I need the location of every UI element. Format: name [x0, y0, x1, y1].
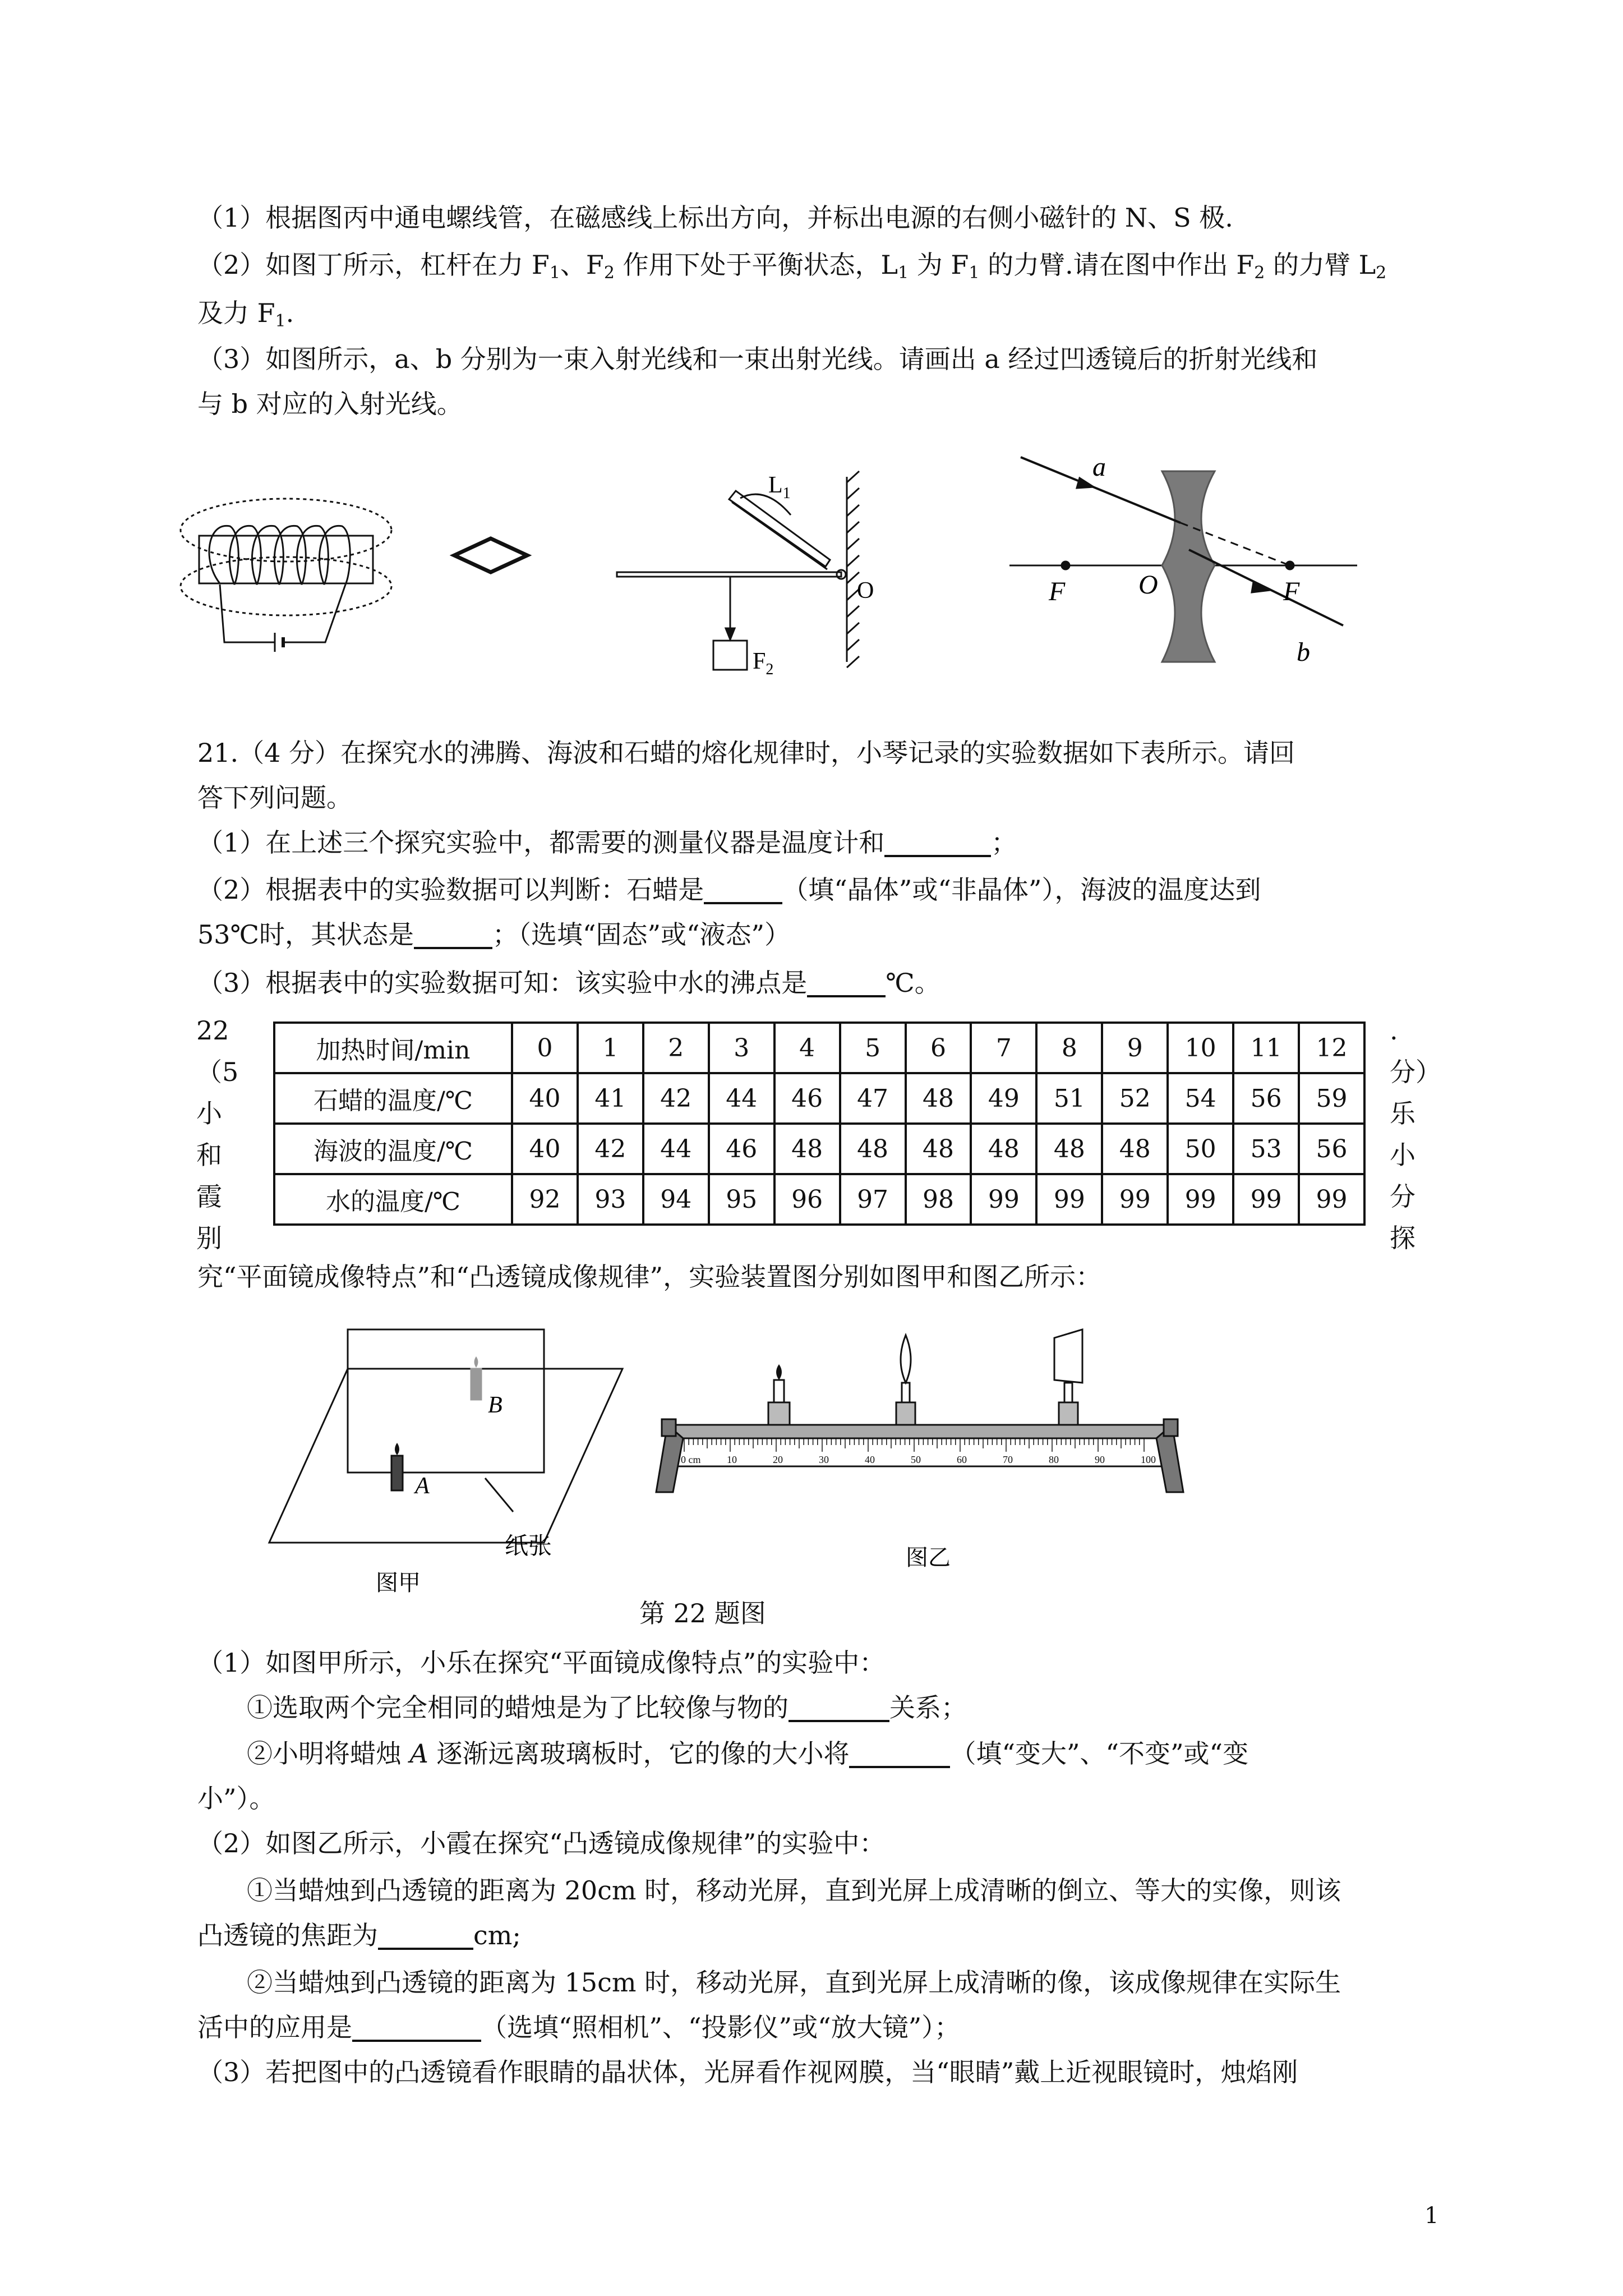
q22-part1-1: ①选取两个完全相同的蜡烛是为了比较像与物的 关系；	[247, 1692, 967, 1723]
table-cell: 47	[840, 1073, 906, 1124]
svg-text:O: O	[1138, 570, 1158, 600]
q21-sub2-line2: 53℃时，其状态是 ；（选填“固态”或“液态”）	[197, 919, 791, 950]
margin-char: 小	[196, 1098, 222, 1129]
answer-blank[interactable]	[884, 827, 991, 857]
margin-char: 分）	[1390, 1057, 1441, 1087]
q22-part1: （1）如图甲所示，小乐在探究“平面镜成像特点”的实验中：	[197, 1648, 886, 1678]
q21-sub3: （3）根据表中的实验数据可知：该实验中水的沸点是 ℃。	[197, 968, 940, 998]
q21-sub1: （1）在上述三个探究实验中，都需要的测量仪器是温度计和 ；	[197, 827, 1017, 858]
experiment-data-table	[273, 1022, 1366, 1226]
table-row	[274, 1073, 1364, 1124]
q21-stem-line2: 答下列问题。	[197, 783, 352, 813]
q20-part2-line2: 及力 $F_1$.	[197, 298, 294, 331]
answer-blank[interactable]	[378, 1920, 473, 1950]
table-cell: 99	[971, 1174, 1036, 1225]
scale-label: 60	[957, 1454, 967, 1465]
svg-text:图乙: 图乙	[906, 1545, 951, 1570]
optical-bench-figure	[651, 1313, 1200, 1582]
svg-text:a: a	[1092, 452, 1106, 482]
scale-label: 50	[911, 1454, 921, 1465]
table-cell: 0	[512, 1023, 578, 1073]
margin-char: 别	[196, 1223, 222, 1253]
table-cell: 8	[1036, 1023, 1102, 1073]
q22-part2: （2）如图乙所示，小霞在探究“凸透镜成像规律”的实验中：	[197, 1828, 886, 1858]
table-cell: 48	[774, 1124, 840, 1174]
answer-blank[interactable]	[704, 874, 782, 904]
margin-char: 分	[1390, 1181, 1415, 1212]
margin-char: 22	[196, 1015, 229, 1046]
q22-part2-2-cont: 活中的应用是 （选填“照相机”、“投影仪”或“放大镜”）；	[197, 2012, 961, 2042]
table-cell: 54	[1168, 1073, 1233, 1124]
svg-text:F: F	[1049, 577, 1066, 606]
lever-pivot-label: O	[857, 578, 874, 604]
table-cell: 95	[709, 1174, 774, 1225]
margin-char: 小	[1390, 1140, 1415, 1170]
margin-char: 乐	[1390, 1098, 1415, 1129]
svg-text:A: A	[415, 1473, 430, 1499]
table-row	[274, 1174, 1364, 1225]
table-cell: 93	[578, 1174, 643, 1225]
table-cell: 9	[1102, 1023, 1168, 1073]
answer-blank[interactable]	[414, 919, 492, 949]
table-cell: 40	[512, 1073, 578, 1124]
margin-char: 和	[196, 1140, 222, 1170]
row-header: 水的温度/℃	[274, 1174, 512, 1225]
scale-label: 70	[1003, 1454, 1013, 1465]
scale-label: 10	[727, 1454, 737, 1465]
q22-part2-1-cont: 凸透镜的焦距为 cm;	[197, 1920, 521, 1950]
table-cell: 53	[1233, 1124, 1299, 1174]
q20-part2-line1: （2）如图丁所示，杠杆在力 $F_1$、$F_2$ 作用下处于平衡状态，$L_1$ 为 $F_1$ 的力臂.请在图中作出 $F_2$ 的力臂 $L_2$	[197, 250, 1387, 283]
q21-stem-line1: 21.（4 分）在探究水的沸腾、海波和石蜡的熔化规律时，小琴记录的实验数据如下表所示。请回	[197, 738, 1295, 768]
table-cell: 52	[1102, 1073, 1168, 1124]
svg-text:F2: $F_2$	[753, 648, 774, 678]
table-cell: 99	[1233, 1174, 1299, 1225]
q22-right-margin-text	[1390, 1010, 1441, 1259]
table-cell: 99	[1168, 1174, 1233, 1225]
svg-text:纸张: 纸张	[505, 1534, 552, 1559]
margin-char: 霞	[196, 1181, 222, 1212]
table-cell: 7	[971, 1023, 1036, 1073]
q22-part1-2: ②小明将蜡烛 A 逐渐远离玻璃板时，它的像的大小将 （填“变大”、“不变”或“变	[247, 1738, 1249, 1769]
table-cell: 6	[906, 1023, 971, 1073]
svg-text:图甲: 图甲	[376, 1570, 421, 1595]
q22-stem: 究“平面镜成像特点”和“凸透镜成像规律”，实验装置图分别如图甲和图乙所示：	[197, 1262, 1102, 1292]
table-cell: 1	[578, 1023, 643, 1073]
table-row	[274, 1023, 1364, 1073]
q21-sub2-line1: （2）根据表中的实验数据可以判断：石蜡是 （填“晶体”或“非晶体”），海波的温度达到	[197, 875, 1261, 905]
table-cell: 48	[1102, 1124, 1168, 1174]
margin-char: 探	[1390, 1223, 1415, 1253]
q22-part2-1: ①当蜡烛到凸透镜的距离为 20cm 时，移动光屏，直到光屏上成清晰的倒立、等大的实像，则该	[247, 1875, 1341, 1906]
scale-label: 90	[1095, 1454, 1105, 1465]
scale-label: 20	[773, 1454, 783, 1465]
page-number: 1	[1424, 2203, 1439, 2229]
scale-label: 30	[819, 1454, 829, 1465]
table-cell: 44	[709, 1073, 774, 1124]
table-cell: 41	[578, 1073, 643, 1124]
table-cell: 42	[578, 1124, 643, 1174]
scale-label: 0 cm	[681, 1454, 701, 1465]
row-header: 石蜡的温度/℃	[274, 1073, 512, 1124]
q22-part3: （3）若把图中的凸透镜看作眼睛的晶状体，光屏看作视网膜，当“眼睛”戴上近视眼镜时，烛焰刚	[197, 2057, 1298, 2087]
table-cell: 56	[1233, 1073, 1299, 1124]
table-cell: 48	[971, 1124, 1036, 1174]
table-cell: 11	[1233, 1023, 1299, 1073]
answer-blank[interactable]	[789, 1692, 889, 1722]
table-cell: 48	[906, 1073, 971, 1124]
answer-blank[interactable]	[807, 967, 886, 997]
table-cell: 99	[1299, 1174, 1364, 1225]
q20-part3-line1: （3）如图所示，a、b 分别为一束入射光线和一束出射光线。请画出 a 经过凹透镜后的折射光线和	[197, 344, 1318, 374]
scale-label: 40	[865, 1454, 875, 1465]
q20-part1: （1）根据图丙中通电螺线管，在磁感线上标出方向，并标出电源的右侧小磁针的 N、S 极.	[197, 203, 1233, 233]
table-cell: 46	[774, 1073, 840, 1124]
svg-text:B: B	[488, 1392, 502, 1418]
table-cell: 48	[1036, 1124, 1102, 1174]
table-cell: 92	[512, 1174, 578, 1225]
table-cell: 5	[840, 1023, 906, 1073]
scale-label: 100	[1141, 1454, 1156, 1465]
row-header: 加热时间/min	[274, 1023, 512, 1073]
table-cell: 97	[840, 1174, 906, 1225]
table-cell: 46	[709, 1124, 774, 1174]
table-cell: 2	[643, 1023, 709, 1073]
answer-blank[interactable]	[352, 2012, 481, 2042]
table-cell: 10	[1168, 1023, 1233, 1073]
table-cell: 4	[774, 1023, 840, 1073]
table-cell: 49	[971, 1073, 1036, 1124]
answer-blank[interactable]	[849, 1738, 950, 1768]
table-cell: 42	[643, 1073, 709, 1124]
q22-part2-2: ②当蜡烛到凸透镜的距离为 15cm 时，移动光屏，直到光屏上成清晰的像，该成像规律在实际生	[247, 1967, 1341, 1998]
table-cell: 48	[840, 1124, 906, 1174]
q22-left-margin-text	[196, 1010, 238, 1259]
table-cell: 56	[1299, 1124, 1364, 1174]
table-cell: 40	[512, 1124, 578, 1174]
table-cell: 98	[906, 1174, 971, 1225]
table-cell: 48	[906, 1124, 971, 1174]
table-cell: 12	[1299, 1023, 1364, 1073]
plane-mirror-figure	[258, 1318, 662, 1610]
table-cell: 96	[774, 1174, 840, 1225]
table-cell: 99	[1036, 1174, 1102, 1225]
table-row	[274, 1124, 1364, 1174]
margin-char: .	[1390, 1015, 1398, 1046]
table-cell: 3	[709, 1023, 774, 1073]
margin-char: （5	[196, 1057, 239, 1087]
figure-22-caption: 第 22 题图	[639, 1598, 766, 1628]
table-cell: 59	[1299, 1073, 1364, 1124]
q20-part3-line2: 与 b 对应的入射光线。	[197, 389, 463, 419]
svg-text:L1: $L_1$	[768, 472, 791, 502]
svg-text:b: b	[1297, 637, 1310, 667]
scale-label: 80	[1049, 1454, 1059, 1465]
lever-figure	[606, 460, 920, 718]
row-header: 海波的温度/℃	[274, 1124, 512, 1174]
table-cell: 99	[1102, 1174, 1168, 1225]
svg-text:F: F	[1283, 577, 1300, 606]
table-cell: 94	[643, 1174, 709, 1225]
concave-lens-figure	[998, 443, 1368, 690]
table-cell: 50	[1168, 1124, 1233, 1174]
solenoid-figure	[168, 482, 550, 673]
table-cell: 51	[1036, 1073, 1102, 1124]
table-cell: 44	[643, 1124, 709, 1174]
q22-part1-2-cont: 小”）。	[197, 1783, 275, 1814]
